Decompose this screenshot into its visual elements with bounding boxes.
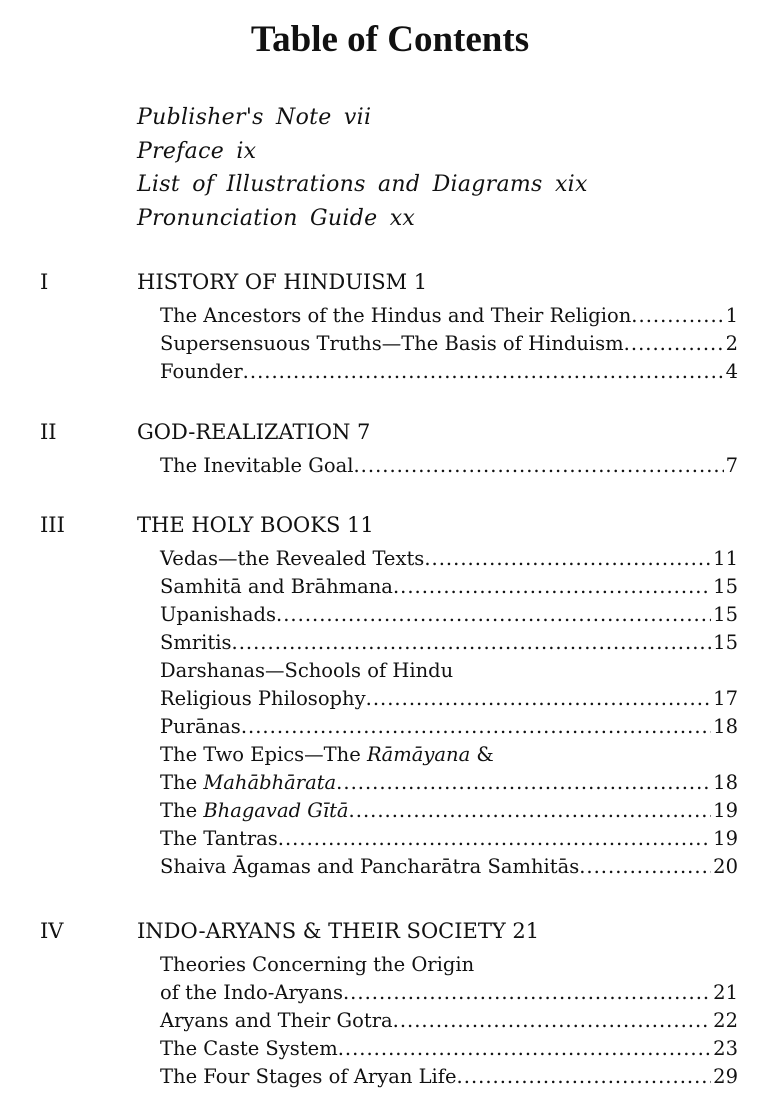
toc-entry-segment: Samhitā and Brāhmana [160, 575, 393, 598]
toc-entry-text [160, 797, 349, 825]
toc-entry-line [160, 302, 738, 330]
toc-entry-line [160, 601, 738, 629]
toc-entry-segment: The Tantras [160, 827, 278, 850]
toc-entry-segment: Shaiva Āgamas and Pancharātra Samhitās [160, 855, 580, 878]
toc-entry-line [160, 685, 738, 713]
toc-entry-italic-title: Bhagavad Gītā [203, 799, 349, 822]
toc-entry [160, 713, 738, 741]
dot-leader [393, 1007, 712, 1035]
toc-entry-line [160, 330, 738, 358]
toc-entry-segment: Vedas—the Revealed Texts [160, 547, 425, 570]
front-matter-item [137, 135, 588, 169]
dot-leader [343, 979, 711, 1007]
toc-entry-segment: The Two Epics—The [160, 743, 367, 766]
toc-entry-page: 15 [713, 631, 738, 654]
chapter-entries [160, 452, 738, 480]
toc-entry [160, 573, 738, 601]
toc-entry-line [160, 951, 738, 979]
chapter-entries [160, 951, 738, 1091]
chapter-entries [160, 545, 738, 881]
toc-entry-page: 22 [713, 1009, 738, 1032]
toc-entry-line [160, 1035, 738, 1063]
toc-entry-line [160, 1007, 738, 1035]
toc-entry-line [160, 629, 738, 657]
toc-entry-line [160, 797, 738, 825]
toc-entry-line [160, 853, 738, 881]
toc-entry-text [160, 657, 453, 685]
toc-entry [160, 1035, 738, 1063]
toc-entry [160, 302, 738, 330]
toc-entry [160, 358, 738, 386]
toc-entry [160, 545, 738, 573]
dot-leader [276, 601, 711, 629]
toc-entry-text [160, 452, 353, 480]
toc-entry-line [160, 452, 738, 480]
toc-entry-text [160, 302, 631, 330]
chapter-numeral: I [40, 270, 49, 294]
chapter-numeral: III [40, 513, 65, 537]
toc-entry [160, 657, 738, 713]
toc-entry-page: 2 [725, 332, 738, 355]
toc-entry-segment: The Ancestors of the Hindus and Their Religion [160, 304, 632, 327]
toc-entry-text [160, 1007, 393, 1035]
toc-entry-segment: Religious Philosophy [160, 687, 366, 710]
front-matter-page: ix [236, 138, 257, 164]
toc-entry-segment: The Caste System [160, 1037, 338, 1060]
dot-leader [338, 1035, 711, 1063]
toc-entry-page: 29 [713, 1065, 738, 1088]
dot-leader [366, 685, 712, 713]
page-title: Table of Contents [250, 19, 530, 60]
toc-entry-segment: Upanishads [160, 603, 277, 626]
dot-leader [243, 358, 724, 386]
toc-entry [160, 797, 738, 825]
toc-entry-page: 11 [713, 547, 738, 570]
toc-entry-segment: The Four Stages of Aryan Life [160, 1065, 457, 1088]
toc-entry-italic-title: Mahābhārata [203, 771, 337, 794]
toc-entry-text [160, 713, 241, 741]
dot-leader [353, 452, 723, 480]
toc-entry-line [160, 358, 738, 386]
toc-entry-line [160, 713, 738, 741]
toc-entry-segment: Theories Concerning the Origin [160, 953, 475, 976]
dot-leader [241, 713, 711, 741]
toc-entry-line [160, 825, 738, 853]
dot-leader [232, 629, 712, 657]
dot-leader [393, 573, 711, 601]
toc-entry-segment: Darshanas—Schools of Hindu [160, 659, 454, 682]
toc-entry-page: 17 [713, 687, 738, 710]
chapter-title: HISTORY OF HINDUISM 1 [137, 270, 428, 294]
toc-entry-text [160, 1063, 457, 1091]
chapter-title: THE HOLY BOOKS 11 [137, 513, 374, 537]
front-matter-label: Publisher's Note [137, 105, 332, 130]
toc-entry [160, 951, 738, 1007]
toc-entry-segment: Supersensuous Truths—The Basis of Hinduism [160, 332, 624, 355]
toc-entry-page: 21 [713, 981, 738, 1004]
toc-entry-segment: Smritis [160, 631, 232, 654]
toc-entry-segment: Aryans and Their Gotra [160, 1009, 393, 1032]
toc-entry-text [160, 741, 494, 769]
toc-entry [160, 1007, 738, 1035]
toc-entry-line [160, 741, 738, 769]
toc-entry [160, 825, 738, 853]
toc-entry-page: 19 [713, 827, 738, 850]
dot-leader [278, 825, 711, 853]
toc-entry [160, 452, 738, 480]
toc-entry-text [160, 951, 474, 979]
toc-entry-page: 15 [713, 603, 738, 626]
front-matter-item [137, 101, 588, 135]
toc-entry [160, 853, 738, 881]
toc-entry-page: 18 [713, 715, 738, 738]
toc-entry-line [160, 979, 738, 1007]
front-matter-list [137, 101, 588, 235]
toc-entry-line [160, 657, 738, 685]
toc-entry-segment: The [160, 771, 204, 794]
dot-leader [349, 797, 712, 825]
toc-entry-line [160, 573, 738, 601]
toc-entry-text [160, 769, 336, 797]
toc-entry [160, 1063, 738, 1091]
toc-entry-page: 15 [713, 575, 738, 598]
toc-entry-page: 7 [725, 454, 738, 477]
front-matter-page: xx [389, 205, 416, 231]
toc-entry-text [160, 545, 424, 573]
toc-entry-page: 20 [713, 855, 738, 878]
toc-entry-text [160, 330, 624, 358]
front-matter-item [137, 168, 588, 202]
front-matter-item [137, 202, 588, 236]
toc-entry-segment: The [160, 799, 204, 822]
front-matter-label: Pronunciation Guide [137, 205, 378, 231]
toc-entry [160, 601, 738, 629]
dot-leader [424, 545, 711, 573]
toc-entry-line [160, 545, 738, 573]
toc-entry-line [160, 1063, 738, 1091]
toc-entry-line [160, 769, 738, 797]
toc-entry-italic-title: Rāmāyana [366, 743, 471, 766]
toc-entry-text [160, 1035, 338, 1063]
front-matter-label: Preface [137, 138, 225, 164]
toc-entry-text [160, 825, 278, 853]
toc-entry-text [160, 853, 579, 881]
toc-entry-page: 1 [725, 304, 738, 327]
front-matter-label: List of Illustrations and Diagrams [137, 172, 543, 197]
dot-leader [457, 1063, 712, 1091]
toc-entry-segment: Purānas [160, 715, 241, 738]
toc-entry-text [160, 573, 393, 601]
toc-entry-page: 23 [713, 1037, 738, 1060]
toc-entry-page: 4 [725, 360, 738, 383]
chapter-entries [160, 302, 738, 386]
toc-entry [160, 330, 738, 358]
toc-entry-text [160, 685, 366, 713]
chapter-numeral: IV [40, 919, 64, 943]
chapter-numeral: II [40, 420, 57, 444]
dot-leader [624, 330, 724, 358]
toc-entry-segment: of the Indo-Aryans [160, 981, 343, 1004]
toc-entry-text [160, 979, 343, 1007]
dot-leader [336, 769, 711, 797]
toc-entry-page: 18 [713, 771, 738, 794]
front-matter-page: vii [343, 105, 372, 130]
toc-entry-page: 19 [713, 799, 738, 822]
toc-entry-text [160, 358, 243, 386]
chapter-title: INDO-ARYANS & THEIR SOCIETY 21 [137, 919, 540, 943]
toc-entry-segment: & [470, 743, 494, 766]
toc-entry-segment: Founder [160, 360, 243, 383]
toc-entry [160, 629, 738, 657]
dot-leader [579, 853, 711, 881]
chapter-title: GOD-REALIZATION 7 [137, 420, 371, 444]
front-matter-page: xix [554, 172, 588, 197]
dot-leader [631, 302, 723, 330]
toc-entry-segment: The Inevitable Goal [160, 454, 354, 477]
toc-entry-text [160, 629, 232, 657]
toc-entry [160, 741, 738, 797]
toc-entry-text [160, 601, 276, 629]
